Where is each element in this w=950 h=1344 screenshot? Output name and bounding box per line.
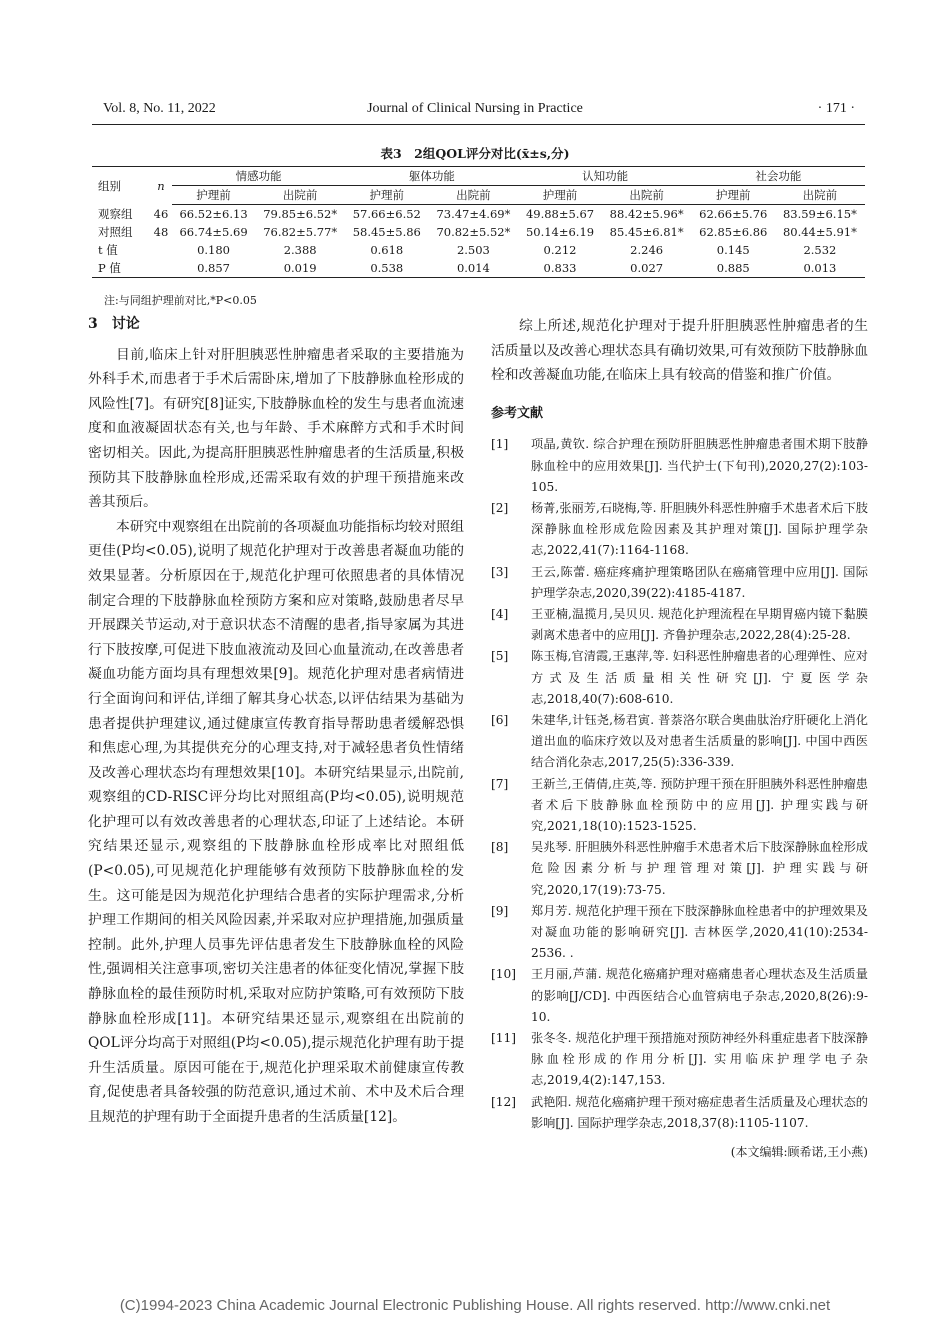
reference-number: [4] [491, 607, 509, 621]
reference-item [491, 434, 868, 498]
reference-number: [2] [491, 500, 509, 515]
sub-header: 护理前 [692, 186, 775, 205]
reference-item [491, 964, 868, 1028]
reference-item [491, 1092, 868, 1134]
table-cell: 66.74±5.69 [179, 225, 248, 239]
reference-list [491, 434, 868, 1134]
table-cell: 83.59±6.15* [782, 207, 857, 221]
reference-text: 王新兰,王倩倩,庄英,等. 预防护理干预在肝胆胰外科恶性肿瘤患者术后下肢静脉血栓预防中的应用[J]. 护理实践与研究,2021,18(10):1523-1525. [531, 776, 868, 834]
domain-header: 认知功能 [518, 167, 691, 186]
sub-header: 护理前 [518, 186, 601, 205]
table-row [92, 259, 865, 278]
table-cell: 80.44±5.91* [782, 225, 857, 239]
table-cell: 66.52±6.13 [179, 207, 248, 221]
row-n: 46 [153, 206, 169, 221]
table-cell: 0.027 [602, 259, 692, 278]
reference-number: [8] [491, 840, 509, 855]
n-header: n [150, 167, 172, 205]
table-cell: 73.47±4.69* [436, 207, 511, 221]
reference-item [491, 710, 868, 774]
reference-item [491, 774, 868, 838]
row-label: 对照组 [98, 225, 133, 239]
row-n [150, 259, 172, 278]
editors-note: (本文编辑:顾希诺,王小燕) [730, 1145, 868, 1160]
reference-text: 项晶,黄钦. 综合护理在预防肝胆胰恶性肿瘤患者围术期下肢静脉血栓中的应用效果[J]. 当代护士(下旬刊),2020,27(2):103-105. [531, 437, 868, 494]
table-row [92, 205, 865, 224]
reference-number: [3] [491, 564, 509, 579]
running-header-volume: Vol. 8, No. 11, 2022 [103, 101, 216, 116]
paragraph: 本研究中观察组在出院前的各项凝血功能指标均较对照组更佳(P均<0.05),说明了规范化护理对于改善患者凝血功能的效果显著。分析原因在于,规范化护理可依照患者的具体情况制定合理的下肢静脉血栓预防方案和应对策略,鼓励患者尽早开展踝关节运动,对于意识状态不清醒的患者,指导家属为其进行下肢按摩,可促进下肢血液流动及回心血量流动,在改善患者凝血功能方面均具有理想效果[9]。规范化护理对患者病情进行全面询问和评估,详细了解其身心状态,以评估结果为基础为患者提供护理建议,通过健康宣传教育指导帮助患者缓解恐惧和焦虑心理,为其提供充分的心理支持,对于减轻患者负性情绪及改善心理状态均有理想效果[10]。本研究结果显示,出院前,观察组的CD-RISC评分均比对照组高(P均<0.05),说明规范化护理可以有效改善患者的心理状态,印证了上述结论。本研究结果还显示,观察组的下肢静脉血栓形成率比对照组低(P<0.05),可见规范化护理能够有效预防下肢静脉血栓的发生。这可能是因为规范化护理结合患者的实际护理需求,分析护理工作期间的相关风险因素,并采取对应护理措施,加强质量控制。此外,护理人员事先评估患者发生下肢静脉血栓的风险性,强调相关注意事项,密切关注患者的体征变化情况,掌握下肢静脉血栓的最佳预防时机,采取对应防护策略,可有效预防下肢静脉血栓形成[11]。本研究结果还显示,观察组在出院前的QOL评分均高于对照组(P均<0.05),提示规范化护理有助于提升生活质量。原因可能在于,规范化护理采取术前健康宣传教育,促使患者具备较强的防范意识,通过术前、术中及术后合理且规范的护理有助于全面提升患者的生活质量[12]。 [88, 518, 464, 1125]
table-cell: 2.503 [456, 243, 490, 257]
reference-number: [9] [491, 903, 509, 918]
reference-item [491, 562, 868, 604]
table-cell: 50.14±6.19 [525, 225, 595, 239]
reference-number: [10] [491, 967, 517, 982]
row-label: t 值 [98, 243, 118, 257]
table-row [92, 223, 865, 241]
sub-header: 出院前 [428, 186, 518, 205]
row-label: 观察组 [98, 206, 133, 221]
row-n [150, 241, 172, 259]
reference-text: 郑月芳. 规范化护理干预在下肢深静脉血栓患者中的护理效果及对凝血功能的影响研究[J]. 吉林医学,2020,41(10):2534-2536. . [531, 903, 868, 961]
table-caption: 表3 2组QOL评分对比(x̄±s,分) [380, 146, 570, 161]
reference-number: [1] [491, 437, 509, 452]
table-cell: 79.85±6.52* [263, 207, 338, 221]
reference-text: 张冬冬. 规范化护理干预措施对预防神经外科重症患者下肢深静脉血栓形成的作用分析[J]. 实用临床护理学电子杂志,2019,4(2):147,153. [531, 1031, 868, 1088]
table-cell: 0.618 [370, 243, 404, 257]
header-rule [92, 124, 865, 125]
right-column [491, 314, 868, 1165]
running-header-journal: Journal of Clinical Nursing in Practice [367, 101, 583, 116]
domain-header: 情感功能 [172, 167, 345, 186]
page-number: · 171 · [817, 101, 855, 116]
table-cell: 0.180 [197, 243, 231, 257]
table-cell: 0.145 [716, 243, 750, 257]
reference-item [491, 1028, 868, 1092]
table-cell: 0.885 [692, 259, 775, 278]
table-cell: 0.019 [255, 259, 345, 278]
sub-header: 出院前 [602, 186, 692, 205]
reference-item [491, 901, 868, 965]
reference-text: 武艳阳. 规范化癌痛护理干预对癌症患者生活质量及心理状态的影响[J]. 国际护理学杂志,2018,37(8):1105-1107. [531, 1094, 868, 1130]
table-cell: 76.82±5.77* [263, 225, 338, 239]
table-cell: 62.85±6.86 [699, 225, 768, 239]
table-cell: 2.532 [803, 243, 837, 257]
table-cell: 0.857 [172, 259, 255, 278]
table-note: 注:与同组护理前对比,*P<0.05 [104, 294, 257, 307]
table-cell: 57.66±6.52 [352, 207, 421, 221]
reference-number: [6] [491, 713, 509, 728]
paragraph: 目前,临床上针对肝胆胰恶性肿瘤患者采取的主要措施为外科手术,而患者于手术后需卧床,增加了下肢静脉血栓形成的风险性[7]。有研究[8]证实,下肢静脉血栓的发生与患者血流速度和血液凝固状态有关,也与年龄、手术麻醉方式和手术时间密切相关。因此,为提高肝胆胰恶性肿瘤患者的生活质量,积极预防其下肢静脉血栓形成,还需采取有效的护理干预措施来改善其预后。 [88, 346, 464, 511]
reference-text: 杨菁,张丽芳,石晓梅,等. 肝胆胰外科恶性肿瘤手术患者术后下肢深静脉血栓形成危险因素及其护理对策[J]. 国际护理学杂志,2022,41(7):1164-1168. [531, 500, 868, 558]
copyright-footer: (C)1994-2023 China Academic Journal Electronic Publishing House. All rights reserved. http://www.cnki.net [119, 1297, 831, 1314]
references-title: 参考文献 [491, 405, 544, 421]
table-cell: 0.212 [543, 243, 577, 257]
sub-header: 护理前 [345, 186, 428, 205]
row-label: P 值 [92, 259, 150, 278]
table-cell: 85.45±6.81* [609, 225, 684, 239]
table-cell: 0.013 [775, 259, 865, 278]
reference-number: [5] [491, 649, 509, 664]
reference-text: 王月丽,芦蒲. 规范化癌痛护理对癌痛患者心理状态及生活质量的影响[J/CD]. 中西医结合心血管病电子杂志,2020,8(26):9-10. [531, 967, 868, 1024]
reference-item [491, 498, 868, 562]
table-row [92, 241, 865, 259]
table-cell: 0.014 [428, 259, 518, 278]
table-cell: 0.538 [345, 259, 428, 278]
conclusion-paragraph: 综上所述,规范化护理对于提升肝胆胰恶性肿瘤患者的生活质量以及改善心理状态具有确切效果,可有效预防下肢静脉血栓和改善凝血功能,在临床上具有较高的借鉴和推广价值。 [491, 318, 868, 384]
reference-number: [12] [491, 1094, 517, 1109]
group-header: 组别 [92, 167, 150, 205]
reference-number: [11] [491, 1031, 517, 1046]
qol-table [92, 166, 865, 278]
domain-header: 躯体功能 [345, 167, 518, 186]
reference-text: 吴兆琴. 肝胆胰外科恶性肿瘤手术患者术后下肢深静脉血栓形成危险因素分析与护理管理对策[J]. 护理实践与研究,2020,17(19):73-75. [531, 840, 868, 897]
table-cell: 88.42±5.96* [609, 207, 684, 221]
table-cell: 2.246 [630, 243, 664, 257]
sub-header: 出院前 [775, 186, 865, 205]
sub-header: 护理前 [172, 186, 255, 205]
table-cell: 49.88±5.67 [525, 207, 595, 221]
reference-item [491, 837, 868, 901]
domain-header: 社会功能 [692, 167, 865, 186]
reference-text: 陈玉梅,官清霞,王惠萍,等. 妇科恶性肿瘤患者的心理弹性、应对方式及生活质量相关性研究[J]. 宁夏医学杂志,2018,40(7):608-610. [531, 649, 868, 706]
reference-number: [7] [491, 776, 509, 791]
sub-header: 出院前 [255, 186, 345, 205]
reference-text: 王亚楠,温揽月,吴贝贝. 规范化护理流程在早期胃癌内镜下黏膜剥离术患者中的应用[J]. 齐鲁护理杂志,2022,28(4):25-28. [531, 607, 868, 643]
reference-item [491, 604, 868, 646]
table-cell: 62.66±5.76 [699, 207, 768, 221]
table-cell: 0.833 [518, 259, 601, 278]
reference-text: 朱建华,计钰尧,杨君寅. 普萘洛尔联合奥曲肽治疗肝硬化上消化道出血的临床疗效以及对患者生活质量的影响[J]. 中国中西医结合消化杂志,2017,25(5):336-339. [531, 713, 868, 770]
table-cell: 58.45±5.86 [352, 225, 421, 239]
reference-item [491, 646, 868, 710]
table-cell: 70.82±5.52* [436, 225, 511, 239]
reference-text: 王云,陈蕾. 癌症疼痛护理策略团队在癌痛管理中应用[J]. 国际护理学杂志,2020,39(22):4185-4187. [531, 564, 868, 600]
left-column [88, 312, 464, 1130]
table-cell: 2.388 [283, 243, 317, 257]
section-title: 3 讨论 [88, 316, 140, 332]
row-n: 48 [153, 225, 169, 239]
